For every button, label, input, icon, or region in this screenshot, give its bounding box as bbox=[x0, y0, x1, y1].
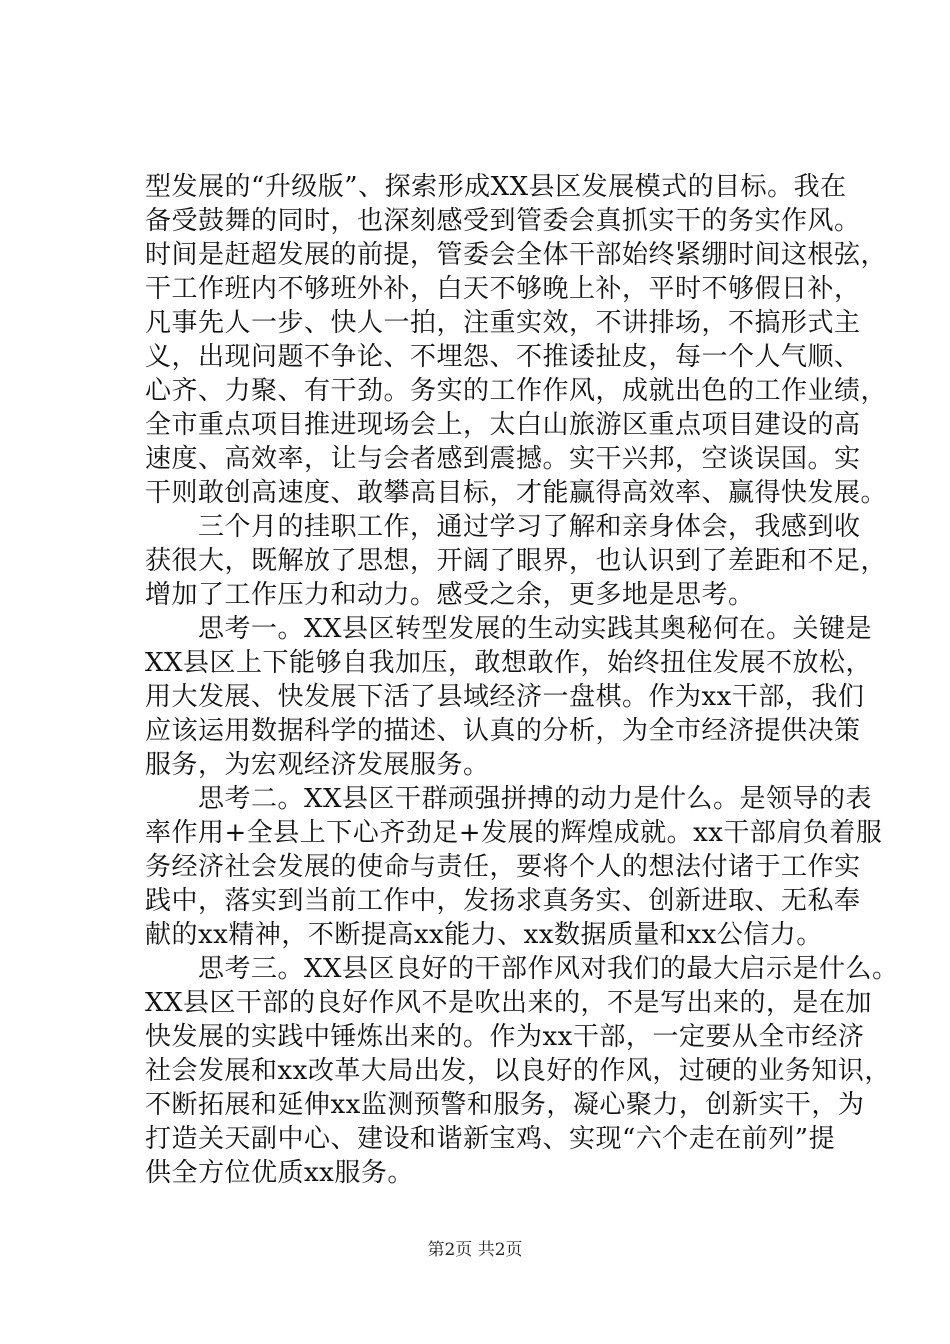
text-line: 三个月的挂职工作，通过学习了解和亲身体会，我感到收 bbox=[145, 512, 861, 542]
text-line: XX县区干部的良好作风不是吹出来的，不是写出来的，是在加 bbox=[145, 988, 873, 1018]
text-line: 获很大，既解放了思想，开阔了眼界，也认识到了差距和不足， bbox=[145, 546, 888, 576]
text-line: 供全方位优质xx服务。 bbox=[145, 1158, 414, 1188]
text-line: 率作用+全县上下心齐劲足+发展的辉煌成就。xx干部肩负着服 bbox=[145, 818, 883, 848]
text-line: XX县区上下能够自我加压，敢想敢作，始终扭住发展不放松， bbox=[145, 648, 873, 678]
text-line: 践中，落实到当前工作中，发扬求真务实、创新进取、无私奉 bbox=[145, 886, 861, 916]
text-line: 备受鼓舞的同时，也深刻感受到管委会真抓实干的务实作风。 bbox=[145, 206, 861, 236]
text-line: 用大发展、快发展下活了县域经济一盘棋。作为xx干部，我们 bbox=[145, 682, 865, 712]
text-line: 思考三。XX县区良好的干部作风对我们的最大启示是什么。 bbox=[145, 954, 899, 984]
paragraph-reflections bbox=[145, 510, 899, 1190]
text-line: 不断拓展和延伸xx监测预警和服务，凝心聚力，创新实干，为 bbox=[145, 1090, 865, 1120]
text-line: 献的xx精神，不断提高xx能力、xx数据质量和xx公信力。 bbox=[145, 920, 823, 950]
text-line: 应该运用数据科学的描述、认真的分析，为全市经济提供决策 bbox=[145, 716, 861, 746]
text-line: 干工作班内不够班外补，白天不够晚上补，平时不够假日补， bbox=[145, 274, 861, 304]
text-line: 时间是赶超发展的前提，管委会全体干部始终紧绷时间这根弦， bbox=[145, 240, 888, 270]
text-line: 服务，为宏观经济发展服务。 bbox=[145, 750, 490, 780]
page-footer: 第2页 共2页 bbox=[427, 1240, 523, 1260]
text-line: 全市重点项目推进现场会上，太白山旅游区重点项目建设的高 bbox=[145, 410, 861, 440]
text-line: 打造关天副中心、建设和谐新宝鸡、实现“六个走在前列”提 bbox=[145, 1124, 836, 1154]
text-line: 干则敢创高速度、敢攀高目标，才能赢得高效率、赢得快发展。 bbox=[145, 478, 888, 508]
text-line: 快发展的实践中锤炼出来的。作为xx干部，一定要从全市经济 bbox=[145, 1022, 865, 1052]
text-line: 型发展的“升级版”、探索形成XX县区发展模式的目标。我在 bbox=[145, 172, 847, 202]
text-line: 务经济社会发展的使命与责任，要将个人的想法付诸于工作实 bbox=[145, 852, 861, 882]
text-line: 思考一。XX县区转型发展的生动实践其奥秘何在。关键是 bbox=[145, 614, 873, 644]
text-line: 社会发展和xx改革大局出发，以良好的作风，过硬的业务知识， bbox=[145, 1056, 891, 1086]
paragraph-work-style bbox=[145, 170, 888, 510]
text-line: 思考二。XX县区干群顽强拼搏的动力是什么。是领导的表 bbox=[145, 784, 873, 814]
text-line: 心齐、力聚、有干劲。务实的工作作风，成就出色的工作业绩， bbox=[145, 376, 888, 406]
text-line: 义，出现问题不争论、不埋怨、不推诿扯皮，每一个人气顺、 bbox=[145, 342, 861, 372]
text-line: 凡事先人一步、快人一拍，注重实效，不讲排场，不搞形式主 bbox=[145, 308, 861, 338]
text-line: 增加了工作压力和动力。感受之余，更多地是思考。 bbox=[145, 580, 755, 610]
text-line: 速度、高效率，让与会者感到震撼。实干兴邦，空谈误国。实 bbox=[145, 444, 861, 474]
